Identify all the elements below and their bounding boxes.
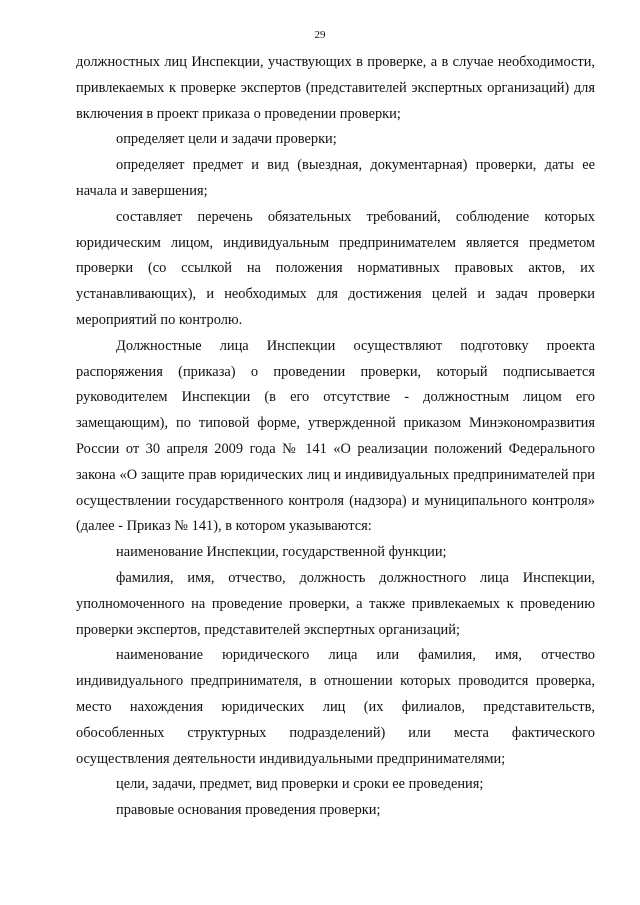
paragraph: определяет предмет и вид (выездная, документарная) проверки, даты ее начала и завершения; — [76, 157, 595, 199]
paragraph: наименование Инспекции, государственной функции; — [116, 544, 447, 561]
paragraph: составляет перечень обязательных требований, соблюдение которых юридическим лицом, индивидуальным предпринимателем является предметом проверки (со ссылкой на положения нормативных правовых актов, их устанавливающих), и необходимых для достижения целей и задач проверки мероприятий по контролю. — [76, 208, 595, 328]
paragraph: определяет цели и задачи проверки; — [116, 131, 337, 148]
paragraph: наименование юридического лица или фамилия, имя, отчество индивидуального предпринимателя, в отношении которых проводится проверка, место нахождения юридических лиц (их филиалов, представительств, обособленных структурных подразделений) или места фактического осуществления деятельности индивидуальными предпринимателями; — [76, 647, 595, 767]
paragraph: Должностные лица Инспекции осуществляют подготовку проекта распоряжения (приказа) о проведении проверки, который подписывается руководителем Инспекции (в его отсутствие - должностным лицом его замещающим), по типовой форме, утвержденной приказом Минэкономразвития России от 30 апреля 2009 года № 141 «О реализации положений Федерального закона «О защите прав юридических лиц и индивидуальных предпринимателей при осуществлении государственного контроля (надзора) и муниципального контроля» (далее - Приказ № 141), в котором указываются: — [76, 337, 595, 535]
document-body — [76, 50, 595, 824]
page-number: 29 — [314, 29, 326, 41]
paragraph: фамилия, имя, отчество, должность должностного лица Инспекции, уполномоченного на проведение проверки, а также привлекаемых к проведению проверки экспертов, представителей экспертных организаций; — [76, 569, 595, 638]
paragraph: цели, задачи, предмет, вид проверки и сроки ее проведения; — [116, 776, 484, 793]
paragraph: должностных лиц Инспекции, участвующих в проверке, а в случае необходимости, привлекаемых к проверке экспертов (представителей экспертных организаций) для включения в проект приказа о проведении проверки; — [76, 54, 595, 122]
paragraph: правовые основания проведения проверки; — [116, 802, 381, 819]
